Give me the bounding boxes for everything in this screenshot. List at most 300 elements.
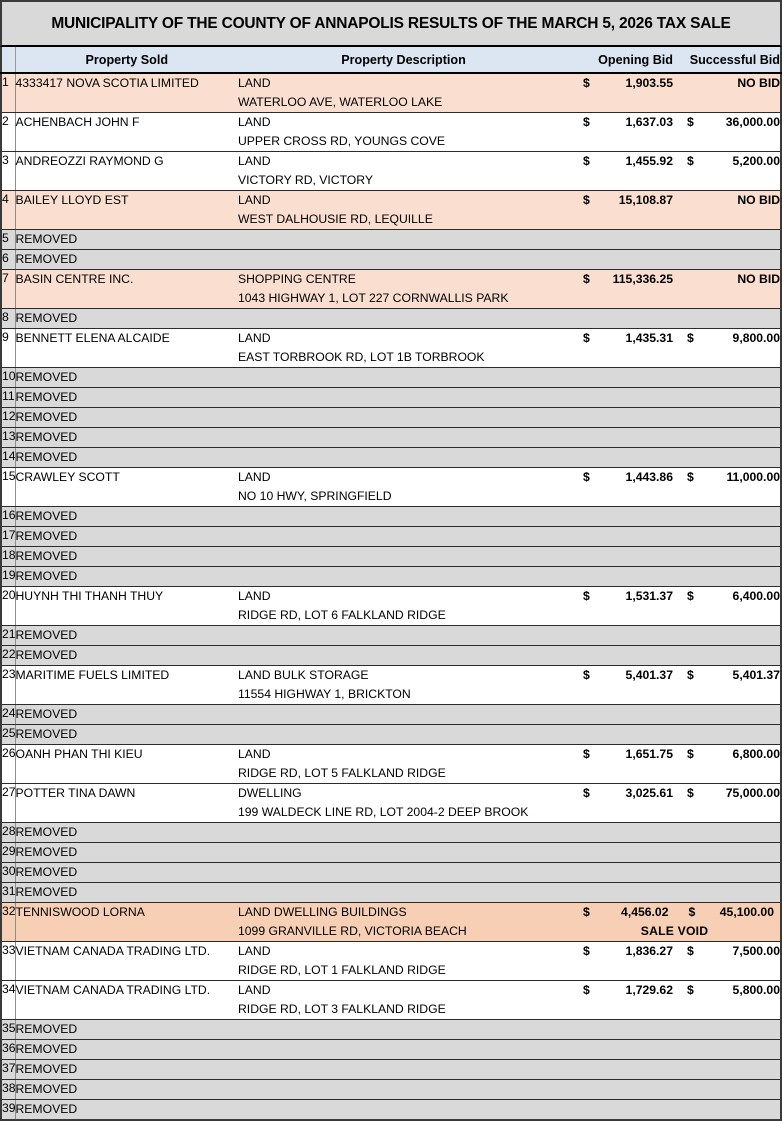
tax-sale-results-table — [0, 47, 782, 1121]
opening-bid — [569, 1020, 673, 1040]
table-row — [1, 250, 781, 270]
row-number: 8 — [1, 309, 15, 329]
opening-bid-amount: 1,836.27 — [625, 944, 673, 958]
table-row — [1, 113, 781, 152]
row-removed-label: REMOVED — [15, 626, 238, 646]
property-description — [238, 626, 569, 646]
successful-bid — [673, 646, 781, 666]
property-description — [238, 883, 569, 903]
opening-bid-amount: 1,651.75 — [625, 747, 673, 761]
property-description — [238, 1080, 569, 1100]
row-number: 14 — [1, 448, 15, 468]
successful-bid — [673, 1100, 781, 1121]
successful-bid — [673, 270, 781, 309]
currency-symbol: $ — [583, 589, 590, 603]
property-description — [238, 1020, 569, 1040]
row-number: 9 — [1, 329, 15, 368]
property-description-line2: RIDGE RD, LOT 5 FALKLAND RIDGE — [238, 766, 446, 780]
property-description-line1: LAND — [238, 470, 271, 484]
property-description-line2: WEST DALHOUSIE RD, LEQUILLE — [238, 212, 433, 226]
table-row — [1, 587, 781, 626]
property-description — [238, 666, 569, 705]
row-removed-label: REMOVED — [15, 843, 238, 863]
row-number: 5 — [1, 230, 15, 250]
property-description-line2: RIDGE RD, LOT 3 FALKLAND RIDGE — [238, 1002, 446, 1016]
opening-bid — [569, 547, 673, 567]
table-row — [1, 547, 781, 567]
property-description — [238, 1060, 569, 1080]
property-description — [238, 823, 569, 843]
currency-symbol: $ — [583, 905, 590, 919]
page-title: MUNICIPALITY OF THE COUNTY OF ANNAPOLIS RESULTS OF THE MARCH 5, 2026 TAX SALE — [51, 14, 731, 32]
property-description-line1: LAND — [238, 115, 271, 129]
opening-bid — [569, 903, 675, 922]
table-row — [1, 191, 781, 230]
property-sold-name: VIETNAM CANADA TRADING LTD. — [15, 981, 238, 1020]
successful-bid — [673, 1020, 781, 1040]
row-removed-label: REMOVED — [15, 368, 238, 388]
successful-bid-amount: 9,800.00 — [732, 331, 780, 345]
table-row — [1, 863, 781, 883]
successful-bid — [673, 567, 781, 587]
row-number: 16 — [1, 507, 15, 527]
successful-bid — [673, 626, 781, 646]
opening-bid — [569, 191, 673, 230]
successful-bid — [673, 784, 781, 823]
property-description-line2: EAST TORBROOK RD, LOT 1B TORBROOK — [238, 350, 485, 364]
table-row — [1, 823, 781, 843]
property-description-line1: SHOPPING CENTRE — [238, 272, 356, 286]
property-sold-name: ANDREOZZI RAYMOND G — [15, 152, 238, 191]
opening-bid — [569, 1040, 673, 1060]
table-row — [1, 843, 781, 863]
table-row — [1, 507, 781, 527]
successful-bid — [673, 309, 781, 329]
successful-bid — [673, 705, 781, 725]
table-row — [1, 1040, 781, 1060]
row-removed-label: REMOVED — [15, 1040, 238, 1060]
currency-symbol: $ — [583, 272, 590, 286]
property-description-line1: LAND — [238, 944, 271, 958]
table-row — [1, 1020, 781, 1040]
property-description-line1: LAND — [238, 76, 271, 90]
row-removed-label: REMOVED — [15, 823, 238, 843]
row-removed-label: REMOVED — [15, 883, 238, 903]
currency-symbol: $ — [583, 668, 590, 682]
property-description — [238, 1100, 569, 1121]
row-number: 19 — [1, 567, 15, 587]
property-description — [238, 646, 569, 666]
currency-symbol: $ — [583, 470, 590, 484]
opening-bid-amount: 15,108.87 — [618, 193, 673, 207]
row-number: 24 — [1, 705, 15, 725]
row-removed-label: REMOVED — [15, 1100, 238, 1121]
property-description — [238, 725, 569, 745]
row-number: 30 — [1, 863, 15, 883]
no-bid-label: NO BID — [737, 193, 780, 207]
property-description-line1: LAND — [238, 983, 271, 997]
opening-bid — [569, 113, 673, 152]
property-description-line1: DWELLING — [238, 786, 302, 800]
opening-bid — [569, 270, 673, 309]
successful-bid-amount: 7,500.00 — [732, 944, 780, 958]
table-row — [1, 152, 781, 191]
property-description-line1: LAND — [238, 747, 271, 761]
property-sold-name: 4333417 NOVA SCOTIA LIMITED — [15, 73, 238, 113]
opening-bid — [569, 626, 673, 646]
property-description — [238, 309, 569, 329]
row-number: 4 — [1, 191, 15, 230]
currency-symbol: $ — [687, 589, 694, 603]
row-number: 31 — [1, 883, 15, 903]
successful-bid — [673, 587, 781, 626]
row-removed-label: REMOVED — [15, 309, 238, 329]
property-sold-name: BENNETT ELENA ALCAIDE — [15, 329, 238, 368]
opening-bid — [569, 587, 673, 626]
opening-bid — [569, 73, 673, 113]
table-row — [1, 329, 781, 368]
row-removed-label: REMOVED — [15, 250, 238, 270]
successful-bid — [673, 745, 781, 784]
column-header-property-description: Property Description — [238, 47, 569, 73]
opening-bid-amount: 1,903.55 — [625, 76, 673, 90]
table-row — [1, 408, 781, 428]
successful-bid — [673, 843, 781, 863]
successful-bid — [673, 547, 781, 567]
row-removed-label: REMOVED — [15, 1060, 238, 1080]
property-description — [238, 527, 569, 547]
opening-bid — [569, 368, 673, 388]
row-number: 33 — [1, 942, 15, 981]
row-number: 10 — [1, 368, 15, 388]
successful-bid — [673, 468, 781, 507]
property-description — [238, 152, 569, 191]
row-number: 29 — [1, 843, 15, 863]
successful-bid — [673, 1060, 781, 1080]
row-number: 39 — [1, 1100, 15, 1121]
opening-bid — [569, 942, 673, 981]
row-removed-label: REMOVED — [15, 646, 238, 666]
property-sold-name: CRAWLEY SCOTT — [15, 468, 238, 507]
row-number: 1 — [1, 73, 15, 113]
property-description-line2: 199 WALDECK LINE RD, LOT 2004-2 DEEP BROOK — [238, 805, 529, 819]
table-row — [1, 388, 781, 408]
row-number: 7 — [1, 270, 15, 309]
property-description-line2: VICTORY RD, VICTORY — [238, 173, 374, 187]
property-description-line2: 1099 GRANVILLE RD, VICTORIA BEACH — [238, 924, 467, 938]
row-removed-label: REMOVED — [15, 388, 238, 408]
row-number: 22 — [1, 646, 15, 666]
successful-bid — [673, 942, 781, 981]
currency-symbol: $ — [583, 331, 590, 345]
opening-bid — [569, 567, 673, 587]
successful-bid-amount: 75,000.00 — [725, 786, 780, 800]
column-header-opening-bid: Opening Bid — [569, 47, 673, 73]
opening-bid — [569, 329, 673, 368]
column-header-successful-bid: Successful Bid — [673, 47, 781, 73]
table-row — [1, 1080, 781, 1100]
property-description-line2: 11554 HIGHWAY 1, BRICKTON — [238, 687, 411, 701]
opening-bid-amount: 5,401.37 — [625, 668, 673, 682]
row-number: 28 — [1, 823, 15, 843]
property-description — [238, 230, 569, 250]
opening-bid — [569, 448, 673, 468]
successful-bid — [673, 428, 781, 448]
property-sold-name: TENNISWOOD LORNA — [15, 903, 238, 942]
row-removed-label: REMOVED — [15, 705, 238, 725]
document-title-bar — [0, 0, 782, 47]
row-removed-label: REMOVED — [15, 507, 238, 527]
sale-void-note: SALE VOID — [640, 924, 709, 938]
row-number: 20 — [1, 587, 15, 626]
successful-bid-amount: 36,000.00 — [725, 115, 780, 129]
successful-bid — [673, 1040, 781, 1060]
opening-bid-amount: 1,637.03 — [625, 115, 673, 129]
opening-bid-amount: 1,455.92 — [625, 154, 673, 168]
successful-bid-amount: 5,401.37 — [732, 668, 780, 682]
property-description — [238, 468, 569, 507]
row-number: 3 — [1, 152, 15, 191]
property-description — [238, 903, 569, 942]
property-description — [238, 1040, 569, 1060]
currency-symbol: $ — [687, 154, 694, 168]
successful-bid — [673, 507, 781, 527]
successful-bid — [673, 725, 781, 745]
row-number: 2 — [1, 113, 15, 152]
property-description — [238, 428, 569, 448]
opening-bid — [569, 468, 673, 507]
property-sold-name: MARITIME FUELS LIMITED — [15, 666, 238, 705]
property-description-line2: RIDGE RD, LOT 1 FALKLAND RIDGE — [238, 963, 446, 977]
table-row — [1, 981, 781, 1020]
opening-bid — [569, 250, 673, 270]
currency-symbol: $ — [687, 944, 694, 958]
property-description — [238, 745, 569, 784]
opening-bid — [569, 725, 673, 745]
successful-bid — [673, 368, 781, 388]
opening-bid — [569, 507, 673, 527]
table-row — [1, 705, 781, 725]
property-sold-name: OANH PHAN THI KIEU — [15, 745, 238, 784]
successful-bid-amount: 6,800.00 — [732, 747, 780, 761]
property-description — [238, 942, 569, 981]
table-row — [1, 309, 781, 329]
row-removed-label: REMOVED — [15, 428, 238, 448]
currency-symbol: $ — [687, 668, 694, 682]
currency-symbol: $ — [583, 193, 590, 207]
opening-bid-amount: 3,025.61 — [625, 786, 673, 800]
successful-bid — [673, 230, 781, 250]
currency-symbol: $ — [583, 983, 590, 997]
table-row — [1, 646, 781, 666]
property-description — [238, 705, 569, 725]
property-description — [238, 843, 569, 863]
property-sold-name: POTTER TINA DAWN — [15, 784, 238, 823]
row-number: 34 — [1, 981, 15, 1020]
table-row — [1, 666, 781, 705]
property-sold-name: ACHENBACH JOHN F — [15, 113, 238, 152]
row-number: 6 — [1, 250, 15, 270]
row-removed-label: REMOVED — [15, 408, 238, 428]
row-number: 17 — [1, 527, 15, 547]
property-description — [238, 270, 569, 309]
row-number: 37 — [1, 1060, 15, 1080]
property-description — [238, 113, 569, 152]
currency-symbol: $ — [688, 905, 696, 919]
row-number: 15 — [1, 468, 15, 507]
property-description-line2: UPPER CROSS RD, YOUNGS COVE — [238, 134, 446, 148]
opening-bid — [569, 1060, 673, 1080]
opening-bid — [569, 843, 673, 863]
property-description — [238, 863, 569, 883]
table-row — [1, 626, 781, 646]
property-description — [238, 448, 569, 468]
successful-bid-amount: 45,100.00 — [719, 905, 774, 919]
row-number: 38 — [1, 1080, 15, 1100]
row-removed-label: REMOVED — [15, 567, 238, 587]
property-description — [238, 368, 569, 388]
table-row — [1, 527, 781, 547]
successful-bid — [673, 113, 781, 152]
property-description — [238, 784, 569, 823]
successful-bid-amount: 6,400.00 — [732, 589, 780, 603]
opening-bid-amount: 4,456.02 — [621, 905, 669, 919]
currency-symbol: $ — [583, 154, 590, 168]
successful-bid — [673, 250, 781, 270]
currency-symbol: $ — [583, 747, 590, 761]
opening-bid — [569, 1100, 673, 1121]
currency-symbol: $ — [583, 944, 590, 958]
table-body — [1, 73, 781, 1120]
table-row — [1, 1100, 781, 1121]
property-description — [238, 388, 569, 408]
currency-symbol: $ — [687, 747, 694, 761]
row-number: 27 — [1, 784, 15, 823]
successful-bid — [673, 666, 781, 705]
property-description — [238, 250, 569, 270]
row-removed-label: REMOVED — [15, 1080, 238, 1100]
table-row — [1, 784, 781, 823]
property-description — [238, 408, 569, 428]
row-removed-label: REMOVED — [15, 527, 238, 547]
table-row — [1, 448, 781, 468]
no-bid-label: NO BID — [737, 76, 780, 90]
table-row — [1, 903, 781, 942]
opening-bid — [569, 863, 673, 883]
opening-bid — [569, 823, 673, 843]
property-description-line2: 1043 HIGHWAY 1, LOT 227 CORNWALLIS PARK — [238, 291, 509, 305]
property-description-line1: LAND — [238, 193, 271, 207]
row-number: 26 — [1, 745, 15, 784]
table-row — [1, 567, 781, 587]
table-row — [1, 725, 781, 745]
row-removed-label: REMOVED — [15, 230, 238, 250]
opening-bid — [569, 666, 673, 705]
opening-bid — [569, 784, 673, 823]
successful-bid-amount: 5,200.00 — [732, 154, 780, 168]
opening-bid — [569, 705, 673, 725]
property-sold-name: BASIN CENTRE INC. — [15, 270, 238, 309]
table-row — [1, 883, 781, 903]
successful-bid-amount: 5,800.00 — [732, 983, 780, 997]
row-removed-label: REMOVED — [15, 863, 238, 883]
opening-bid — [569, 428, 673, 448]
property-description-line1: LAND DWELLING BUILDINGS — [238, 905, 407, 919]
successful-bid — [673, 448, 781, 468]
opening-bid — [569, 408, 673, 428]
successful-bid — [673, 329, 781, 368]
property-description — [238, 567, 569, 587]
opening-bid — [569, 309, 673, 329]
property-description — [238, 507, 569, 527]
property-description — [238, 587, 569, 626]
opening-bid — [569, 230, 673, 250]
row-number: 25 — [1, 725, 15, 745]
table-row — [1, 73, 781, 113]
currency-symbol: $ — [583, 115, 590, 129]
property-description-line2: NO 10 HWY, SPRINGFIELD — [238, 489, 392, 503]
opening-bid — [569, 981, 673, 1020]
row-number: 35 — [1, 1020, 15, 1040]
successful-bid — [673, 981, 781, 1020]
successful-bid — [673, 73, 781, 113]
table-row — [1, 428, 781, 448]
successful-bid-amount: 11,000.00 — [726, 470, 780, 484]
successful-bid — [673, 388, 781, 408]
column-header-property-sold: Property Sold — [15, 47, 238, 73]
row-removed-label: REMOVED — [15, 448, 238, 468]
currency-symbol: $ — [687, 786, 694, 800]
currency-symbol: $ — [687, 983, 694, 997]
property-description — [238, 329, 569, 368]
row-removed-label: REMOVED — [15, 547, 238, 567]
property-description-line1: LAND — [238, 331, 271, 345]
row-number: 13 — [1, 428, 15, 448]
table-row — [1, 1060, 781, 1080]
property-description — [238, 981, 569, 1020]
opening-bid — [569, 745, 673, 784]
row-number: 12 — [1, 408, 15, 428]
property-description-line2: RIDGE RD, LOT 6 FALKLAND RIDGE — [238, 608, 446, 622]
table-row — [1, 942, 781, 981]
row-number: 11 — [1, 388, 15, 408]
row-number: 21 — [1, 626, 15, 646]
table-row — [1, 270, 781, 309]
property-description — [238, 191, 569, 230]
opening-bid-amount: 1,443.86 — [625, 470, 673, 484]
opening-bid — [569, 388, 673, 408]
successful-bid — [673, 191, 781, 230]
row-removed-label: REMOVED — [15, 1020, 238, 1040]
opening-bid-amount: 115,336.25 — [612, 272, 673, 286]
currency-symbol: $ — [687, 115, 694, 129]
property-description — [238, 547, 569, 567]
currency-symbol: $ — [687, 470, 694, 484]
row-number: 18 — [1, 547, 15, 567]
opening-bid-amount: 1,435.31 — [625, 331, 673, 345]
opening-bid — [569, 527, 673, 547]
property-description-line1: LAND BULK STORAGE — [238, 668, 369, 682]
opening-bid — [569, 646, 673, 666]
successful-bid — [673, 527, 781, 547]
property-description-line1: LAND — [238, 589, 271, 603]
opening-bid-amount: 1,531.37 — [625, 589, 673, 603]
property-description — [238, 73, 569, 113]
table-row — [1, 230, 781, 250]
row-number: 23 — [1, 666, 15, 705]
table-header-row — [1, 47, 781, 73]
currency-symbol: $ — [583, 76, 590, 90]
